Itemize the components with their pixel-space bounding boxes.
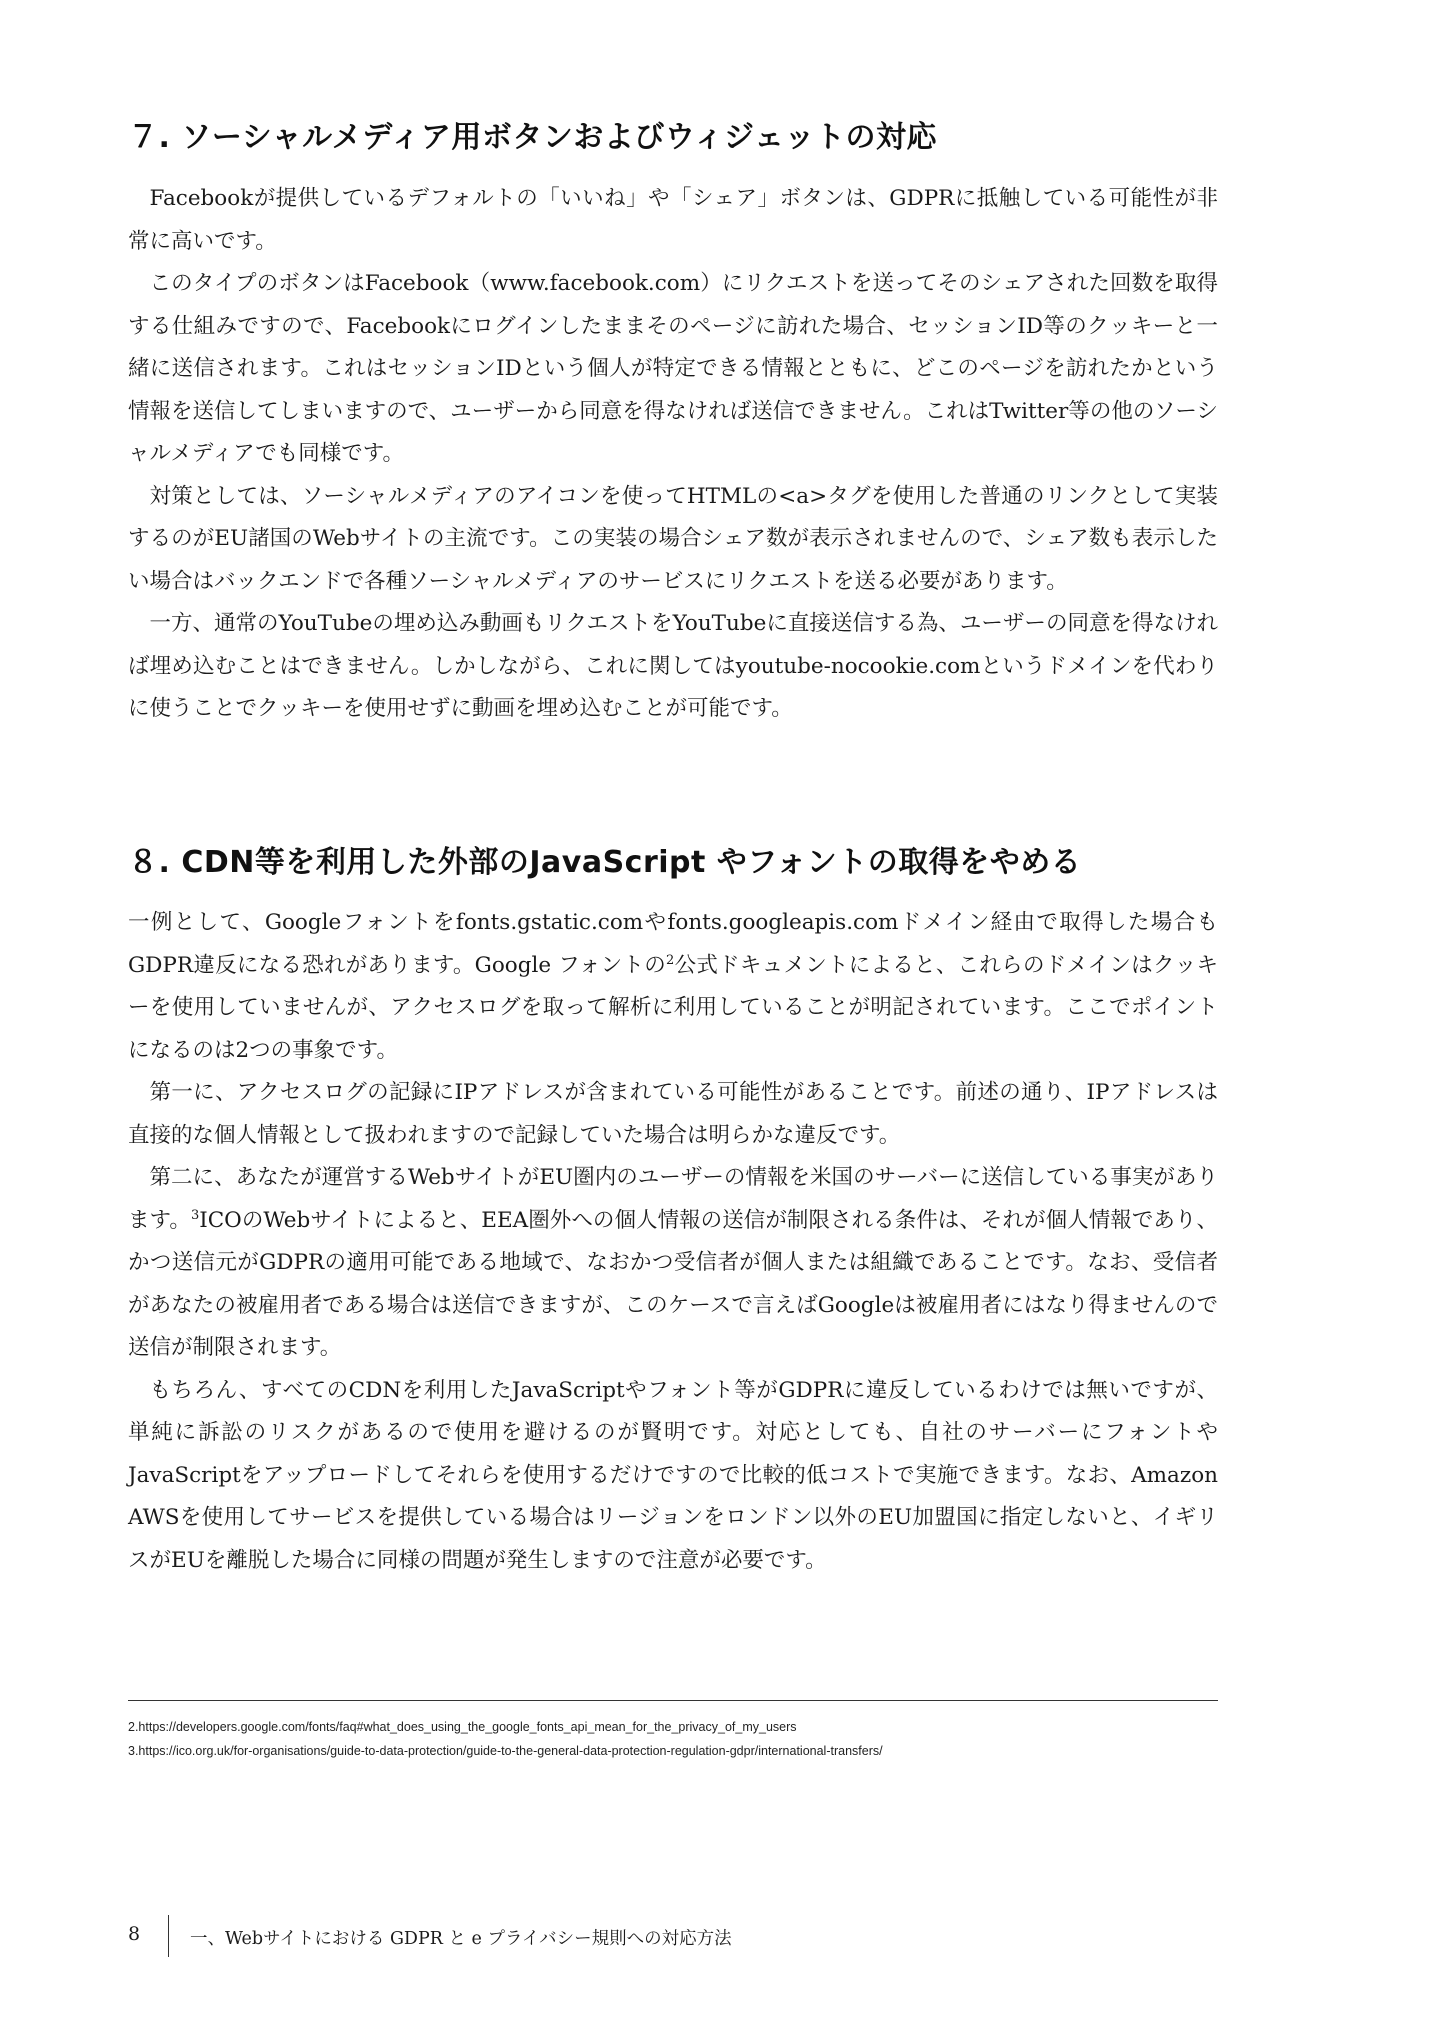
section-8-paragraph-4: もちろん、すべてのCDNを利用したJavaScriptやフォント等がGDPRに違反しているわけでは無いですが、単純に訴訟のリスクがあるので使用を避けるのが賢明です。対応としても、自社のサーバーにフォントやJavaScriptをアップロードしてそれらを使用するだけですので比較的低コストで実施できます。なお、Amazon AWSを使用してサービスを提供している場合はリージョンをロンドン以外のEU加盟国に指定しないと、イギリスがEUを離脱した場合に同様の問題が発生しますので注意が必要です。 (128, 1377, 1218, 1573)
section-7-paragraph-2: このタイプのボタンはFacebook（www.facebook.com）にリクエストを送ってそのシェアされた回数を取得する仕組みですので、Facebookにログインしたままそのページに訪れた場合、セッションID等のクッキーと一緒に送信されます。これはセッションIDという個人が特定できる情報とともに、どこのページを訪れたかという情報を送信してしまいますので、ユーザーから同意を得なければ送信できません。これはTwitter等の他のソーシャルメディアでも同様です。 (128, 271, 1218, 466)
page-number: 8 (128, 1923, 141, 1945)
footnote-divider (128, 1700, 1218, 1701)
section-8-paragraph-1-text-b: 公式ドキュメントによると、これらのドメインはクッキーを使用していませんが、アクセスログを取って解析に利用していることが明記されています。ここでポイントになるのは2つの事象です。 (128, 952, 1218, 1063)
section-8-paragraph-3 (128, 1157, 1218, 1370)
section-8-paragraph-1-text-a: 一例として、Googleフォントをfonts.gstatic.comやfonts.googleapis.comドメイン経由で取得した場合もGDPR違反になる恐れがあります。Google フォントの (128, 910, 1218, 978)
section-8-paragraph-3-text-a: 第二に、あなたが運営するWebサイトがEU圏内のユーザーの情報を米国のサーバーに送信している事実があります。 (128, 1165, 1218, 1233)
footer-divider (168, 1915, 169, 1957)
section-7-heading: ７. ソーシャルメディア用ボタンおよびウィジェットの対応 (128, 120, 937, 155)
section-7-paragraph-3: 対策としては、ソーシャルメディアのアイコンを使ってHTMLの<a>タグを使用した普通のリンクとして実装するのがEU諸国のWebサイトの主流です。この実装の場合シェア数が表示されませんので、シェア数も表示したい場合はバックエンドで各種ソーシャルメディアのサービスにリクエストを送る必要があります。 (128, 483, 1218, 594)
page-footer (128, 1915, 1218, 1955)
section-8-paragraph-3-text-b: ICOのWebサイトによると、EEA圏外への個人情報の送信が制限される条件は、それが個人情報であり、かつ送信元がGDPRの適用可能である地域で、なおかつ受信者が個人または組織であることです。なお、受信者があなたの被雇用者である場合は送信できますが、このケースで言えばGoogleは被雇用者にはなり得ませんので送信が制限されます。 (128, 1207, 1218, 1360)
footnotes (128, 1715, 1228, 1763)
footnote-3-link[interactable]: 3.https://ico.org.uk/for-organisations/guide-to-data-protection/guide-to-the-general-data-protection-regulation-gdpr/international-transfers/ (128, 1744, 883, 1758)
section-8-paragraph-1 (128, 902, 1218, 1072)
footnote-ref-2[interactable]: 2 (666, 952, 675, 968)
section-8-body (128, 902, 1218, 1582)
section-7-body (128, 178, 1218, 731)
section-8-heading: ８. CDN等を利用した外部のJavaScript やフォントの取得をやめる (128, 845, 1082, 880)
section-8-paragraph-2: 第一に、アクセスログの記録にIPアドレスが含まれている可能性があることです。前述の通り、IPアドレスは直接的な個人情報として扱われますので記録していた場合は明らかな違反です。 (128, 1080, 1218, 1148)
footnote-2-link[interactable]: 2.https://developers.google.com/fonts/faq#what_does_using_the_google_fonts_api_mean_for_the_privacy_of_my_users (128, 1720, 797, 1734)
running-title: 一、Webサイトにおける GDPR と e プライバシー規則への対応方法 (190, 1929, 732, 1949)
section-7-paragraph-1: Facebookが提供しているデフォルトの「いいね」や「シェア」ボタンは、GDPRに抵触している可能性が非常に高いです。 (128, 186, 1218, 254)
section-7-paragraph-4: 一方、通常のYouTubeの埋め込み動画もリクエストをYouTubeに直接送信する為、ユーザーの同意を得なければ埋め込むことはできません。しかしながら、これに関してはyoutube-nocookie.comというドメインを代わりに使うことでクッキーを使用せずに動画を埋め込むことが可能です。 (128, 611, 1218, 721)
footnote-ref-3[interactable]: 3 (190, 1207, 200, 1223)
